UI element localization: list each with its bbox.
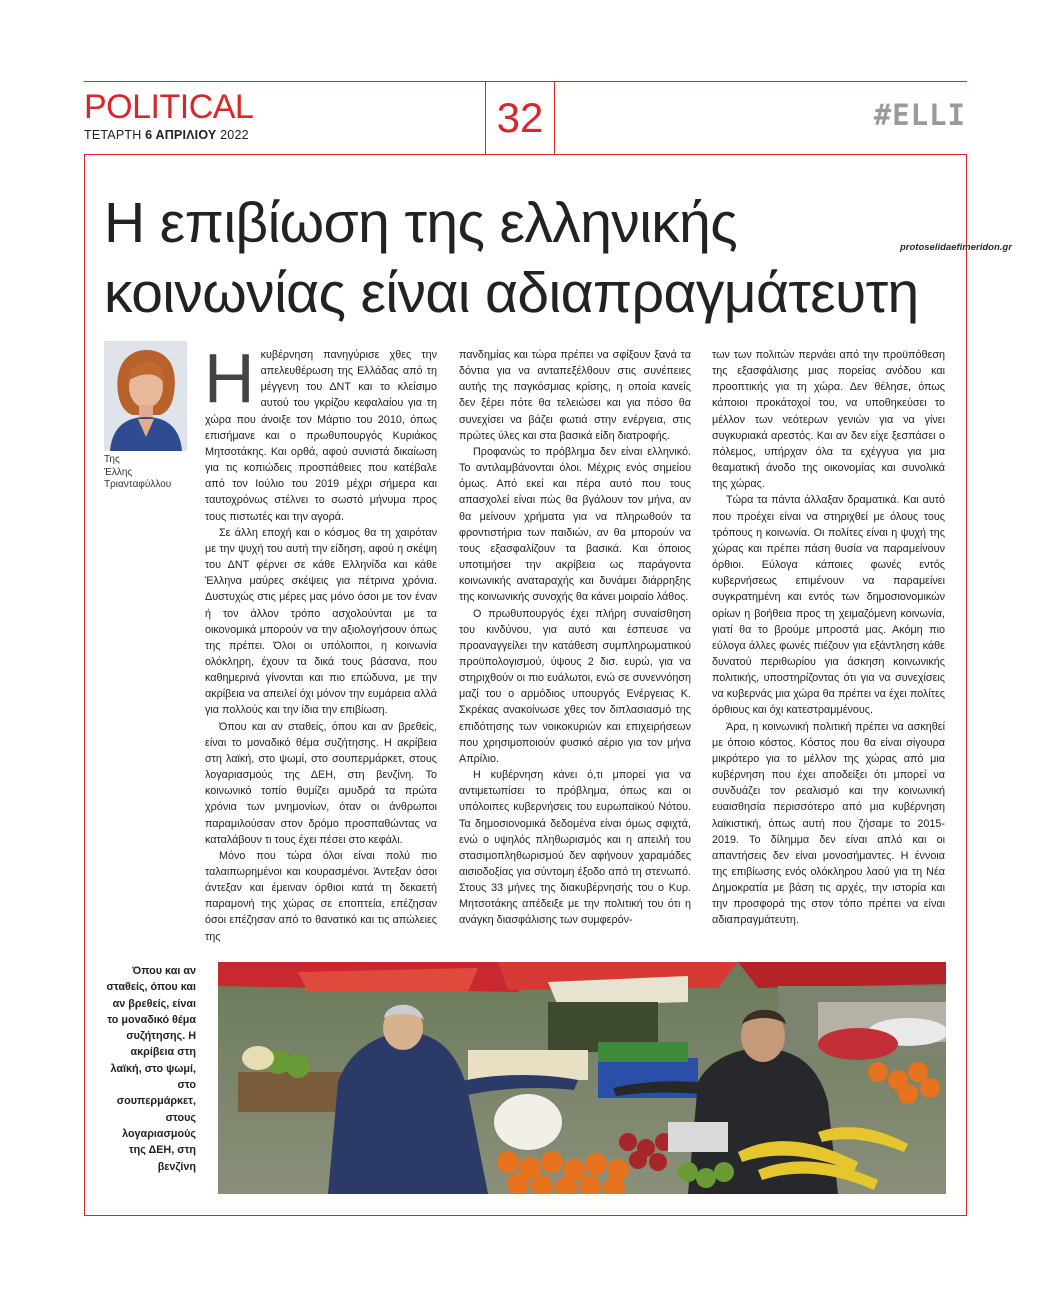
paragraph: Σε άλλη εποχή και ο κόσμος θα τη χαιρόταν με την ψυχή του αυτή την είδηση, αφού η σκέψη του ΔΝΤ φέρνει σε κάθε Ελληνίδα και κάθε Έλληνα μαύρες σκέψεις για πέτρινα χρόνια. Δυστυχώς στις μέρες μας μόνο όσοι με τον έναν ή τον άλλον τρόπο ασχολούνται με τα οικονομικά μπορούν να την αξιολογήσουν όπως της πρέπει. Όλοι οι υπόλοιποι, η κοινωνία ολόκληρη, έχουν τα δικά τους βάσανα, που καθημερινά γίνονται και πιο επώδυνα, με την ακρίβεια να απειλεί όχι μόνον την ευμάρεια αλλά για πολλούς και την ίδια την επιβίωση. bbox=[205, 526, 437, 717]
paragraph-text: κυβέρνηση πανηγύρισε χθες την απελευθέρωση της Ελλάδας από τη μέγγενη του ΔΝΤ και το κλείσιμο αυτού του γκρίζου κεφαλαίου για τη χώρα που άνοιξε τον Μάρτιο του 2010, όπως επισήμανε και ο πρωθυπουργός Κυριάκος Μητσοτάκης. Και ορθά, αφού συνιστά δικαίωση για τις κοπιώδεις προσπάθειες που κατέβαλε από τον Ιούλιο του 2019 μέχρι σήμερα και ταυτοχρόνως στέλνει το σωστό μήνυμα προς τους πιστωτές και την αγορά. bbox=[205, 349, 437, 523]
date-bold: 6 ΑΠΡΙΛΙΟΥ bbox=[145, 128, 217, 142]
paragraph: Όπου και αν σταθείς, όπου και αν βρεθείς, είναι το μοναδικό θέμα συζήτησης. Η ακρίβεια στη λαϊκή, στο ψωμί, στο σουπερμάρκετ, στους λογαριασμούς της ΔΕΗ, στη βενζίνη. Το κοινωνικό τοπίο θυμίζει αμυδρά τα πρώτα χρόνια των μνημονίων, όταν οι άνθρωποι παραμιλούσαν στον δρόμο προσπαθώντας να καταλάβουν τι τους έχει πέσει στο κεφάλι. bbox=[205, 720, 437, 846]
headline-line-2: κοινωνίας είναι αδιαπραγμάτευτη bbox=[104, 261, 919, 325]
issue-date bbox=[84, 128, 249, 142]
author-photo bbox=[104, 341, 187, 451]
frame-left bbox=[84, 154, 85, 1216]
frame-right bbox=[966, 154, 967, 1216]
watermark: protoselidaefimeridon.gr bbox=[900, 242, 1012, 253]
column-tag: #ELLI bbox=[873, 98, 966, 132]
paragraph: Ο πρωθυπουργός έχει πλήρη συναίσθηση του κινδύνου, για αυτό και έσπευσε να προαναγγείλει την κατάθεση συμπληρωματικού προϋπολογισμού, ύψους 2 δισ. ευρώ, για να στηριχθούν οι πιο ευάλωτοι, ενώ σε συνεννόηση μαζί του ο αρμόδιος υπουργός Ενέργειας Κ. Σκρέκας ανακοίνωσε χθες τον διπλασιασμό της επιδότησης των νοικοκυριών και επιχειρήσεων που χρησιμοποιούν φυσικό αέριο για τον μήνα Απρίλιο. bbox=[459, 607, 691, 765]
date-year: 2022 bbox=[220, 128, 249, 142]
paragraph: Τώρα τα πάντα άλλαξαν δραματικά. Και αυτό που προέχει είναι να στηριχθεί με όλους τους τρόπους η κοινωνία. Οι πολίτες είναι η ψυχή της χώρας και πρέπει πάση θυσία να παραμείνουν όρθιοι. Εύλογα κάποιες φωνές εντός κυβερνήσεως επιμένουν να παραμείνει συγκρατημένη και εντός των δημοσιονομικών ορίων η βοήθεια προς τη χειμαζόμενη κοινωνία, γιατί θα το βρούμε μπροστά μας. Ακόμη πιο εύλογα άλλες φωνές πιέζουν για εξάντληση κάθε δυνατού περιθωρίου για άσκηση κοινωνικής πολιτικής, υποστηρίζοντας ότι για να συνεχίσεις να κυβερνάς μια χώρα θα πρέπει να έχει πολίτες όρθιους και όχι κατεστραμμένους. bbox=[712, 494, 945, 717]
frame-bottom bbox=[84, 1215, 967, 1216]
article-column-3 bbox=[712, 347, 945, 929]
paragraph: των των πολιτών περνάει από την προϋπόθεση της εξασφάλισης μιας πορείας ανόδου και προοπτικής για τη χώρα. Δεν θέλησε, όπως κάποιοι προκάτοχοί του, να υποθηκεύσει το μέλλον των νεότερων γενιών για να γίνει συγκυριακά αρεστός. Και αν δεν είχε ξεσπάσει ο πόλεμος, υπήρχαν όλα τα εχέγγυα για μια θεαματική άνοδο της οικονομίας και συνολικά της χώρας. bbox=[712, 349, 945, 491]
page-number: 32 bbox=[485, 82, 555, 155]
frame-top-left bbox=[84, 154, 485, 155]
paragraph: Προφανώς το πρόβλημα δεν είναι ελληνικό. Το αντιλαμβάνονται όλοι. Μέχρις ενός σημείου όμως. Από εκεί και πέρα αυτό που τους απασχολεί είναι πώς θα βγάλουν τον μήνα, αν θα μείνουν χρήματα για να πληρωθούν τα φροντιστήρια των παιδιών, αν θα μπορούν να τους εξασφαλίζουν τα βασικά. Και όποιος υποτιμήσει την ακρίβεια ως παράγοντα κοινωνικής αναταραχής και δυνάμει διάρρηξης της κοινωνικής συνοχής θα κάνει μοιραίο λάθος. bbox=[459, 445, 691, 604]
market-photo bbox=[218, 962, 946, 1194]
author-caption-line-3: Τριανταφύλλου bbox=[104, 479, 172, 490]
paragraph: Μόνο που τώρα όλοι είναι πολύ πιο ταλαιπωρημένοι και κουρασμένοι. Άντεξαν όσοι άντεξαν και έμειναν όρθιοι κατά τη δεκαετή παραμονή της χώρας σε εποπτεία, επέζησαν όσοι επέζησαν από το θανατικό και τις απώλειες της bbox=[205, 849, 437, 943]
article-column-1 bbox=[204, 339, 437, 945]
market-scene-icon bbox=[218, 962, 946, 1194]
author-caption-line-1: Της bbox=[104, 454, 120, 465]
author-caption bbox=[104, 454, 194, 492]
paragraph: Άρα, η κοινωνική πολιτική πρέπει να ασκηθεί με όποιο κόστος. Κόστος που θα είναι σίγουρα μικρότερο για το μέλλον της χώρας από μια κυβέρνηση που έχει αποδείξει ότι μπορεί να συνδυάζει τον ρεαλισμό και την κοινωνική ευαισθησία περισσότερο από μια κυβέρνηση λαϊκιστική, όπως αυτή που ζήσαμε το 2015-2019. Το δίλημμα δεν είναι απλό και οι απαντήσεις δεν είναι μονοσήμαντες. Η έννοια της επιβίωσης ενός ολόκληρου λαού για τη Νέα Δημοκρατία με βάση τις αρχές, την ιστορία και την προσφορά της στον τόπο πρέπει να είναι αδιαπραγμάτευτη. bbox=[712, 720, 945, 927]
article-headline bbox=[104, 188, 954, 328]
paragraph bbox=[204, 339, 437, 525]
section-title: POLITICAL bbox=[84, 88, 254, 126]
paragraph: Η κυβέρνηση κάνει ό,τι μπορεί για να αντιμετωπίσει το πρόβλημα, όπως και οι υπόλοιπες κυβερνήσεις του ευρωπαϊκού Νότου. Τα δημοσιονομικά δεδομένα είναι όμως σφιχτά, ενώ ο υψηλός πληθωρισμός και η απειλή του στασιμοπληθωρισμού δεν αφήνουν χαραμάδες αισιοδοξίας για σύντομη έξοδο από τη στενωπό. Στους 33 μήνες της διακυβέρνησής του ο Κυρ. Μητσοτάκης απέδειξε με την πολιτική του ότι η ανάγκη διασφάλισης των συμφερόν- bbox=[459, 769, 691, 927]
article-column-2 bbox=[459, 347, 691, 929]
author-portrait-icon bbox=[104, 341, 187, 451]
date-day: ΤΕΤΑΡΤΗ bbox=[84, 128, 142, 142]
paragraph: πανδημίας και τώρα πρέπει να σφίξουν ξανά τα δόντια για να ανταπεξέλθουν στις συνέπειες αυτής της παγκόσμιας κρίσης, η οποία κανείς δεν ξέρει πότε θα τελειώσει και για πόσο θα συνεχίσει να βάζει φωτιά στην ενέργεια, στις πρώτες ύλες και στα βασικά είδη διατροφής. bbox=[459, 349, 691, 442]
headline-line-1: Η επιβίωση της ελληνικής bbox=[104, 191, 738, 255]
frame-top-right bbox=[553, 154, 967, 155]
drop-cap: Η bbox=[204, 339, 255, 417]
author-caption-line-2: Έλλης bbox=[104, 466, 133, 478]
pull-quote: Όπου και αν σταθείς, όπου και αν βρεθείς, είναι το μοναδικό θέμα συζήτησης. Η ακρίβεια στη λαϊκή, στο ψωμί, στο σουπερμάρκετ, στους λογαριασμούς της ΔΕΗ, στη βενζίνη bbox=[106, 965, 196, 1173]
